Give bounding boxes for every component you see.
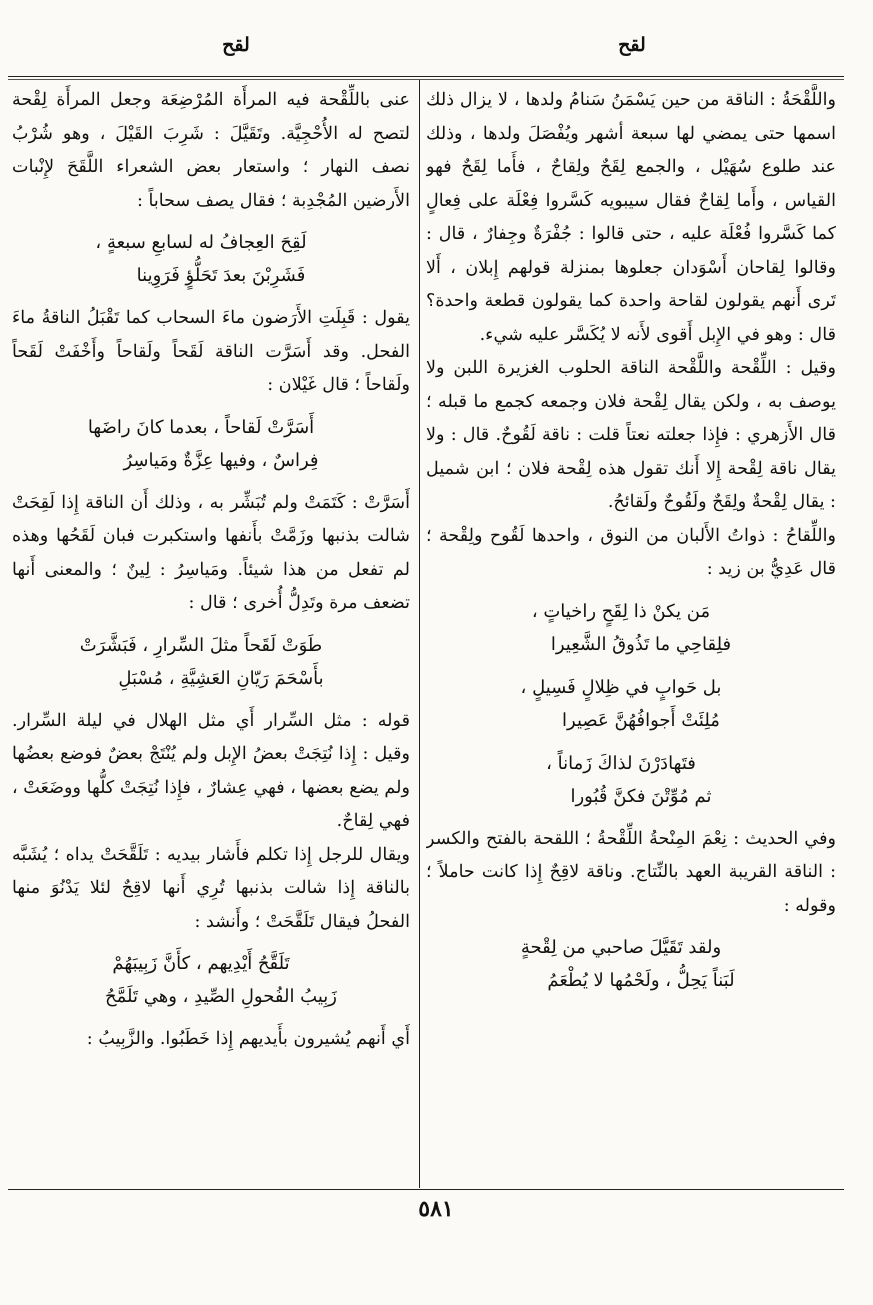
paragraph: أَي أَنهم يُشيرون بأَيديهم إِذا خَطَبُوا. والزَّبِيبُ : (86, 1029, 410, 1049)
verse-line: فِراسٌ ، وفيها عِزَّةٌ ومَياسِرُ (123, 449, 319, 471)
right-column (426, 84, 836, 1184)
verse (426, 595, 836, 661)
verse-line: ولقد تَقَيَّلَ صاحبي من لِقْحةٍ (520, 937, 722, 958)
verse-line: مُلِئَتْ أَجوافُهُنَّ عَصِيرا (562, 709, 720, 731)
verse-line: مَن يكنْ ذا لِقَحٍ راخياتٍ ، (531, 600, 711, 622)
page-number: ٥٨١ (418, 1196, 454, 1222)
paragraph: وقيل : اللِّقْحة واللَّقْحة الناقة الحلوب الغزيرة اللبن ولا يوصف به ، ولكن يقال لِقْحة فلان وجمعه كجمع ما قبله ؛ قال الأَزهري : فإِذا جعلته نعتاً قلت : ناقة لَقُوحٌ. قال : ولا يقال ناقة لِقْحة إِلا أَنك تقول هذه لِقْحة فلان ؛ ابن شميل : يقال لِقْحةٌ ولِقَحٌ ولَقُوحٌ ولَقائحُ. (426, 358, 836, 512)
top-rule (8, 76, 844, 77)
verse-line: تَلَقَّحُ أَيْدِيهم ، كأَنَّ زَبِيبَهُمْ (112, 953, 290, 974)
paragraph: عنى باللِّقْحة فيه المرأَة المُرْضِعَة وجعل المرأَة لِقْحة لتصح له الأُحْجِيَّة. وتَقَيَّلَ : شَرِبَ القَيْلَ ، وهو شُرْبُ نصف النهار ؛ واستعار بعض الشعراء اللَّقَحَ لإِنْبات الأَرضين المُجْدِبة ؛ فقال يصف سحاباً : (12, 90, 410, 211)
verse-line: ثم مُوِّتْنَ فكنَّ قُبُورا (570, 785, 712, 807)
verse-line: أَسَرَّتْ لَقاحاً ، بعدما كانَ راضَها (87, 416, 315, 438)
verse-line: فَشَرِبْنَ بعدَ تَحَلُّؤٍ فَرَوِينا (136, 265, 306, 286)
verse (426, 747, 836, 813)
verse-line: لَبَناً يَحِلُّ ، ولَحْمُها لا يُطْعَمُ (547, 970, 735, 991)
verse-line: زَبِيبُ الفُحولِ الصِّيدِ ، وهي تَلَمَّحُ (105, 986, 337, 1007)
paragraph: وفي الحديث : نِعْمَ المِنْحةُ اللِّقْحةُ ؛ اللقحة بالفتح والكسر : الناقة القريبة العهد بالنِّتاج. وناقة لاقِحٌ إِذا كانت حاملاً ؛ وقوله : (426, 828, 836, 916)
verse-line: فلِقاحِي ما تَذُوقُ الشَّعِيرا (550, 633, 732, 655)
paragraph: واللِّقاحُ : ذواتُ الأَلبان من النوق ، واحدها لَقُوح ولِقْحة ؛ قال عَدِيُّ بن زيد : (426, 525, 836, 579)
page-header-left: لقح (222, 34, 250, 56)
verse-line: طَوَتْ لَقَحاً مثلَ السِّرارِ ، فَبَشَّرَتْ (79, 634, 323, 656)
paragraph: يقول : قَبِلَتِ الأَرَضون ماءَ السحاب كما تَقْبَلُ الناقةُ ماءَ الفحل. وقد أَسَرَّت الناقة لَقَحاً ولَقاحاً وأَخْفَتْ لَقَحاً ولَقاحاً ؛ قال غَيْلان : (12, 308, 410, 395)
verse (426, 671, 836, 737)
paragraph: أَسَرَّتْ : كَتَمَتْ ولم تُبَشِّر به ، وذلك أَن الناقة إِذا لَقِحَتْ شالت بذنبها وزَمَّتْ بأَنفها واستكبرت فبان لَقَحُها وهذه لم تفعل من هذا شيئاً. ومَياسِرُ : لِينٌ ؛ والمعنى أَنها تضعف مرة وتَدِلُّ أُخرى ؛ قال : (12, 492, 410, 613)
left-column (12, 84, 410, 1184)
verse (12, 411, 410, 477)
top-rule-secondary (8, 79, 844, 80)
verse-line: فتَهادَرْنَ لذاكَ زَماناً ، (546, 752, 696, 774)
paragraph: قوله : مثل السِّرار أَي مثل الهلال في ليلة السِّرار. وقيل : إِذا نُتِجَتْ بعضُ الإِبل ولم يُنْتَجْ بعضٌ فوضع بعضُها ولم يضع بعضها ، فهي عِشارٌ ، فإِذا نُتِجَتْ كلُّها ووضَعَتْ ، فهي لِقاحٌ. (12, 710, 410, 831)
verse-line: بأَسْحَمَ رَيّانِ العَشِيَّةِ ، مُسْبَلِ (118, 667, 324, 689)
verse-line: لَقِحَ العِجافُ له لسابعِ سبعةٍ ، (95, 232, 307, 253)
verse-line: بل حَوابٍ في ظِلالٍ فَسِيلٍ ، (520, 676, 722, 698)
bottom-rule (8, 1189, 844, 1190)
verse (12, 629, 410, 695)
verse (12, 226, 410, 292)
verse (12, 947, 410, 1013)
column-divider (419, 80, 420, 1188)
page-header-right: لقح (618, 34, 646, 56)
paragraph: ويقال للرجل إِذا تكلم فأَشار بيديه : تَلَقَّحَتْ يداه ؛ يُشَبَّه بالناقة إِذا شالت بذنبها تُرِي أَنها لاقِحٌ لئلا يَدْنُوَ منها الفحلُ فيقال تَلَقَّحَتْ ؛ وأَنشد : (12, 844, 410, 932)
paragraph: واللَّقْحَةُ : الناقة من حين يَسْمَنُ سَنامُ ولدها ، لا يزال ذلك اسمها حتى يمضي لها سبعة أشهر ويُفْصَلَ ولدها ، وذلك عند طلوع سُهَيْل ، والجمع لِقَحٌ ولِقاحٌ ، فأَما لِقَحٌ فهو القياس ، وأَما لِقاحٌ فقال سيبويه كَسَّروا فِعْلَة على فِعالٍ كما كَسَّروا فُعْلَة عليه ، حتى قالوا : جُفْرَةٌ وجِفارٌ ، قال : وقالوا لِقاحان أَسْوَدان جعلوها بمنزلة قولهم إِبلان ، أَلا تَرى أَنهم يقولون لقاحة واحدة كما يقولون قطعة واحدة؟ قال : وهو في الإِبل أَقوى لأَنه لا يُكَسَّر عليه شيء. (426, 90, 836, 345)
verse (426, 931, 836, 997)
